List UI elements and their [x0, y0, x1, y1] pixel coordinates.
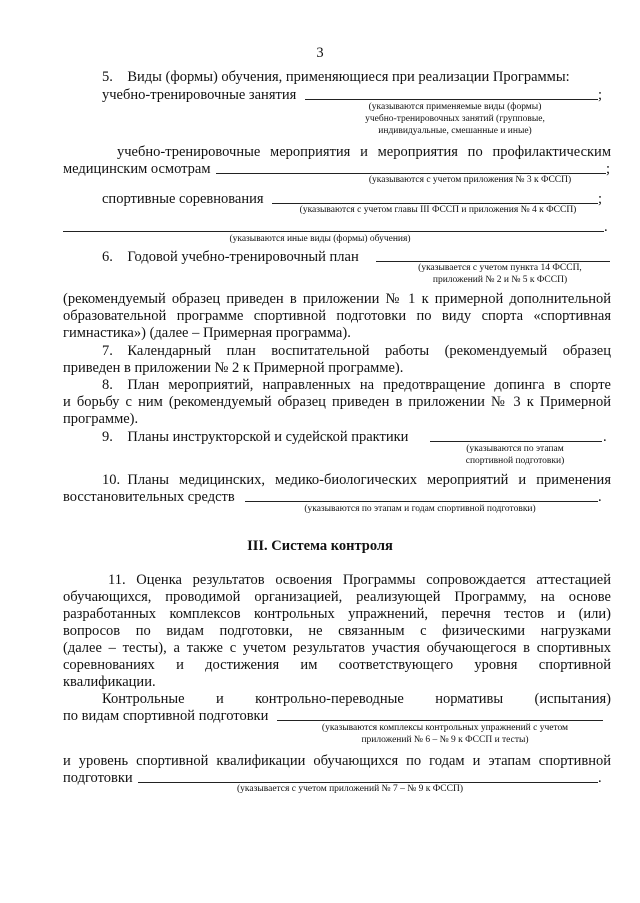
- norms-line3: и уровень спортивной квалификации обучающихся по годам и этапам спортивной: [63, 753, 611, 769]
- section-title: III. Система контроля: [247, 538, 393, 554]
- p6-line3: гимнастика») (далее – Примерная программа).: [63, 325, 351, 341]
- p5-utz-note1: (указываются применяемые виды (формы): [368, 102, 542, 112]
- p9-note1: (указываются по этапам: [466, 444, 564, 454]
- p5-med-note: (указываются с учетом приложения № 3 к ФССП): [368, 175, 572, 185]
- p5-med-fill-line: [216, 173, 606, 174]
- p11-line5: (далее – тесты), а также с учетом результатов участия обучающегося в спортивных: [63, 640, 611, 656]
- norms-fill-line2: [138, 782, 598, 783]
- norms-label: по видам спортивной подготовки: [63, 708, 269, 724]
- p5-other-note: (указываются иные виды (формы) обучения): [229, 234, 411, 244]
- p11-line4: вопросов по видам подготовки, не связанным с физическими нагрузками: [63, 623, 611, 639]
- p5-utz-label: учебно-тренировочные занятия: [102, 87, 297, 103]
- norms-label2: подготовки: [63, 770, 133, 786]
- p5-comp-note: (указываются с учетом главы III ФССП и приложения № 4 к ФССП): [299, 205, 577, 215]
- p10-end: .: [598, 489, 602, 505]
- p11-line6: соревнованиях и достижения им соответствующего уровня спортивной: [63, 657, 611, 673]
- p6-label: 6. Годовой учебно-тренировочный план: [102, 249, 359, 265]
- p11-line3: разработанных комплексов контрольных упражнений, перечня тестов и (или): [63, 606, 611, 622]
- p10-fill-line: [245, 501, 598, 502]
- p11-line1: 11. Оценка результатов освоения Программы сопровождается аттестацией: [108, 572, 611, 588]
- p11-line7: квалификации.: [63, 674, 156, 690]
- p7-line2: приведен в приложении № 2 к Примерной программе).: [63, 360, 404, 376]
- p6-line1: (рекомендуемый образец приведен в приложении № 1 к примерной дополнительной: [63, 291, 611, 307]
- p5-utz-note2: учебно-тренировочных занятий (групповые,: [365, 114, 545, 124]
- p11-line2: обучающихся, проводимой организацией, реализующей Программу, на основе: [63, 589, 611, 605]
- p5-utz-note3: индивидуальные, смешанные и иные): [378, 126, 532, 136]
- norms-line1: Контрольные и контрольно-переводные нормативы (испытания): [102, 691, 611, 707]
- p5-utz-fill-line: [305, 99, 598, 100]
- p5-comp-label: спортивные соревнования: [102, 191, 264, 207]
- p5-utz-end: ;: [598, 87, 603, 103]
- p5-comp-fill-line: [272, 203, 598, 204]
- p6-line2: образовательной программе спортивной подготовки по виду спорта «спортивная: [63, 308, 611, 324]
- norms-end: .: [598, 770, 602, 786]
- p6-note1: (указывается с учетом пункта 14 ФССП,: [418, 263, 582, 273]
- p6-fill-line: [376, 261, 610, 262]
- p8-line3: программе).: [63, 411, 139, 427]
- p7-line1: 7. Календарный план воспитательной работы (рекомендуемый образец: [102, 343, 611, 359]
- p5-other-end: .: [604, 219, 608, 235]
- norms-fill-line: [277, 720, 603, 721]
- norms-note1: (указываются комплексы контрольных упражнений с учетом: [321, 723, 569, 733]
- norms-note3: (указывается с учетом приложений № 7 – № 9 к ФССП): [237, 784, 463, 794]
- p9-fill-line: [430, 441, 602, 442]
- p5-other-fill-line: [63, 231, 604, 232]
- p5-med-label: медицинским осмотрам: [63, 161, 211, 177]
- p9-note2: спортивной подготовки): [465, 456, 565, 466]
- p5-med-line1: учебно-тренировочные мероприятия и мероприятия по профилактическим: [117, 144, 611, 160]
- p8-line1: 8. План мероприятий, направленных на предотвращение допинга в спорте: [102, 377, 611, 393]
- p5-comp-end: ;: [598, 191, 603, 207]
- p10-note: (указываются по этапам и годам спортивной подготовки): [304, 504, 536, 514]
- p6-note2: приложений № 2 и № 5 к ФССП): [432, 275, 568, 285]
- p5-title: 5. Виды (формы) обучения, применяющиеся при реализации Программы:: [102, 69, 570, 85]
- p10-label: восстановительных средств: [63, 489, 235, 505]
- p5-med-end: ;: [606, 161, 611, 177]
- p8-line2: и борьбу с ним (рекомендуемый образец приведен в приложении № 3 к Примерной: [63, 394, 611, 410]
- p9-label: 9. Планы инструкторской и судейской практики: [102, 429, 409, 445]
- p10-line1: 10. Планы медицинских, медико-биологических мероприятий и применения: [102, 472, 611, 488]
- p9-end: .: [603, 429, 607, 445]
- norms-note2: приложений № 6 – № 9 к ФССП и тесты): [361, 735, 529, 745]
- page-number: 3: [316, 45, 324, 61]
